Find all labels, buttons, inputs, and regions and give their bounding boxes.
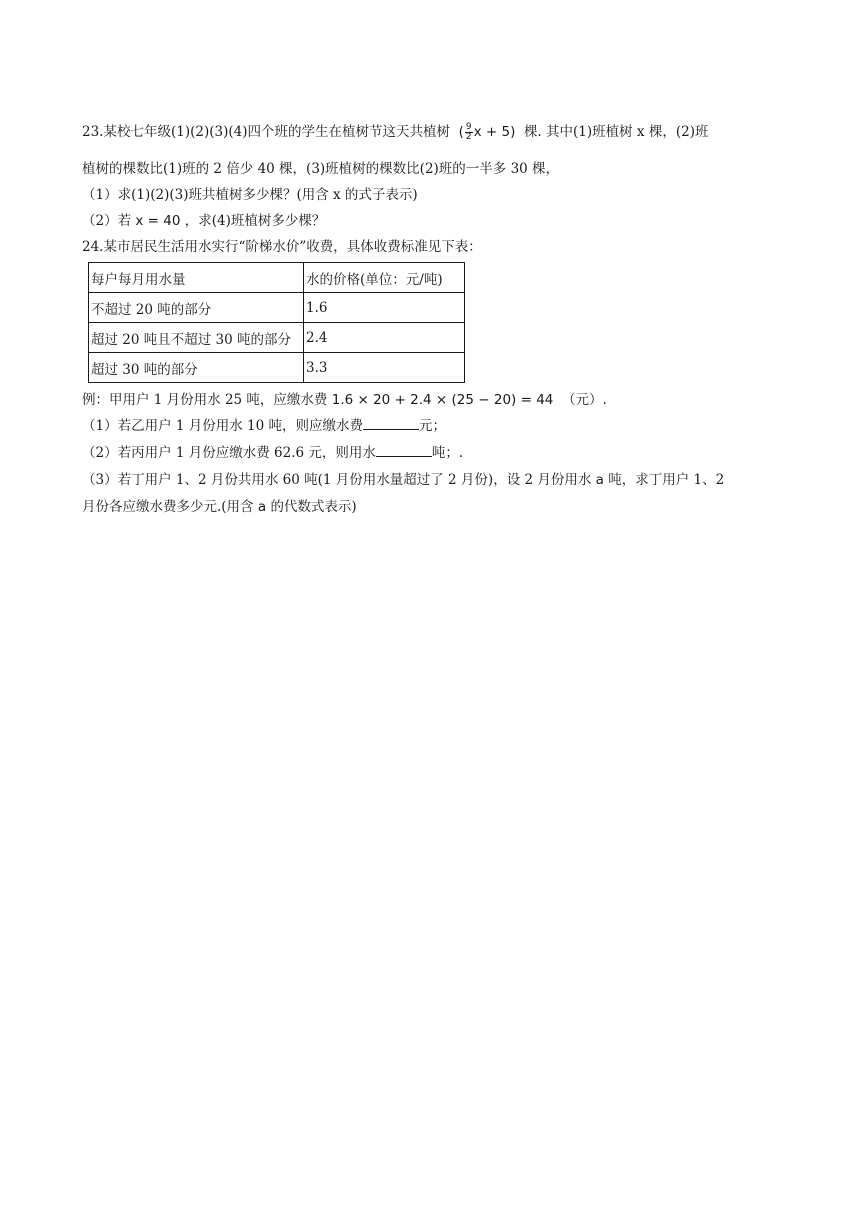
q24-example-expr: 1.6 × 20 + 2.4 × (25 − 20) = 44 [331,392,554,408]
q24-sub2-text-a: （2）若丙用户 1 月份应缴水费 62.6 元，则用水 [82,445,376,461]
q24-sub1-text-a: （1）若乙用户 1 月份用水 10 吨，则应缴水费 [82,418,364,434]
q23-sub2-expr: x = 40 [135,213,181,229]
q23-expression [454,121,519,142]
q24-sub2-text-b: 吨；. [431,445,464,461]
q24-intro: 24.某市居民生活用水实行“阶梯水价”收费，具体收费标准见下表： [82,239,482,255]
q23-expr-rest: x + 5) [473,124,516,140]
table-cell: 超过 20 吨且不超过 30 吨的部分 [89,323,304,353]
table-header-cell: 水的价格(单位：元/吨) [304,263,465,293]
q23-line1 [82,122,708,142]
q23-text-a: 某校七年级(1)(2)(3)(4)四个班的学生在植树节这天共植树 [103,124,450,140]
q24-example-text-a: 例：甲用户 1 月份用水 25 吨，应缴水费 [82,392,328,408]
table-cell: 超过 30 吨的部分 [89,353,304,383]
q24-example-text-b: （元）. [561,392,607,408]
q24-sub2 [82,443,463,463]
table-header-row [89,263,465,293]
q23-sub2 [82,211,325,231]
table-cell: 2.4 [304,323,465,353]
q23-number: 23. [82,124,104,140]
table-row [89,353,465,383]
table-cell: 不超过 20 吨的部分 [89,293,304,323]
q23-sub1: （1）求(1)(2)(3)班共植树多少棵？(用含 x 的式子表示) [82,187,418,203]
q23-text-b: 棵. 其中(1)班植树 x 棵，(2)班 [523,124,709,140]
table-row [89,323,465,353]
q24-sub3-line2 [82,497,357,517]
q24-sub3-line1 [82,470,724,490]
q24-sub3-text-a: （3）若丁用户 1、2 月份共用水 60 吨(1 月份用水量超过了 2 月份)，设 2 月份用水 [82,472,592,488]
q23-frac-num: 9 [465,121,472,132]
table-header-cell: 每户每月用水量 [89,263,304,293]
answer-blank[interactable] [363,416,419,430]
q23-sub2-text-b: ，求(4)班植树多少棵？ [184,213,326,229]
q24-example [82,390,607,410]
q24-sub3-text-c: 月份各应缴水费多少元.(用含 [82,499,254,515]
table-row [89,293,465,323]
q24-sub3-text-d: 的代数式表示) [270,499,357,515]
q24-sub3-var-2: a [257,499,267,515]
q23-line2: 植树的棵数比(1)班的 2 倍少 40 棵，(3)班植树的棵数比(2)班的一半多 30 棵， [82,161,560,177]
table-cell: 1.6 [304,293,465,323]
q24-sub3-text-b: 吨，求丁用户 1、2 [608,472,725,488]
q24-sub3-var: a [595,472,604,488]
answer-blank[interactable] [376,443,432,457]
q23-sub2-text-a: （2）若 [82,213,132,229]
q23-fraction [465,123,473,142]
table-cell: 3.3 [304,353,465,383]
q23-frac-den: 2 [465,131,472,142]
water-price-table [88,262,465,383]
q24-sub1 [82,416,446,436]
q23-expr-open: ( [458,124,464,140]
q24-sub1-text-b: 元； [419,418,447,434]
